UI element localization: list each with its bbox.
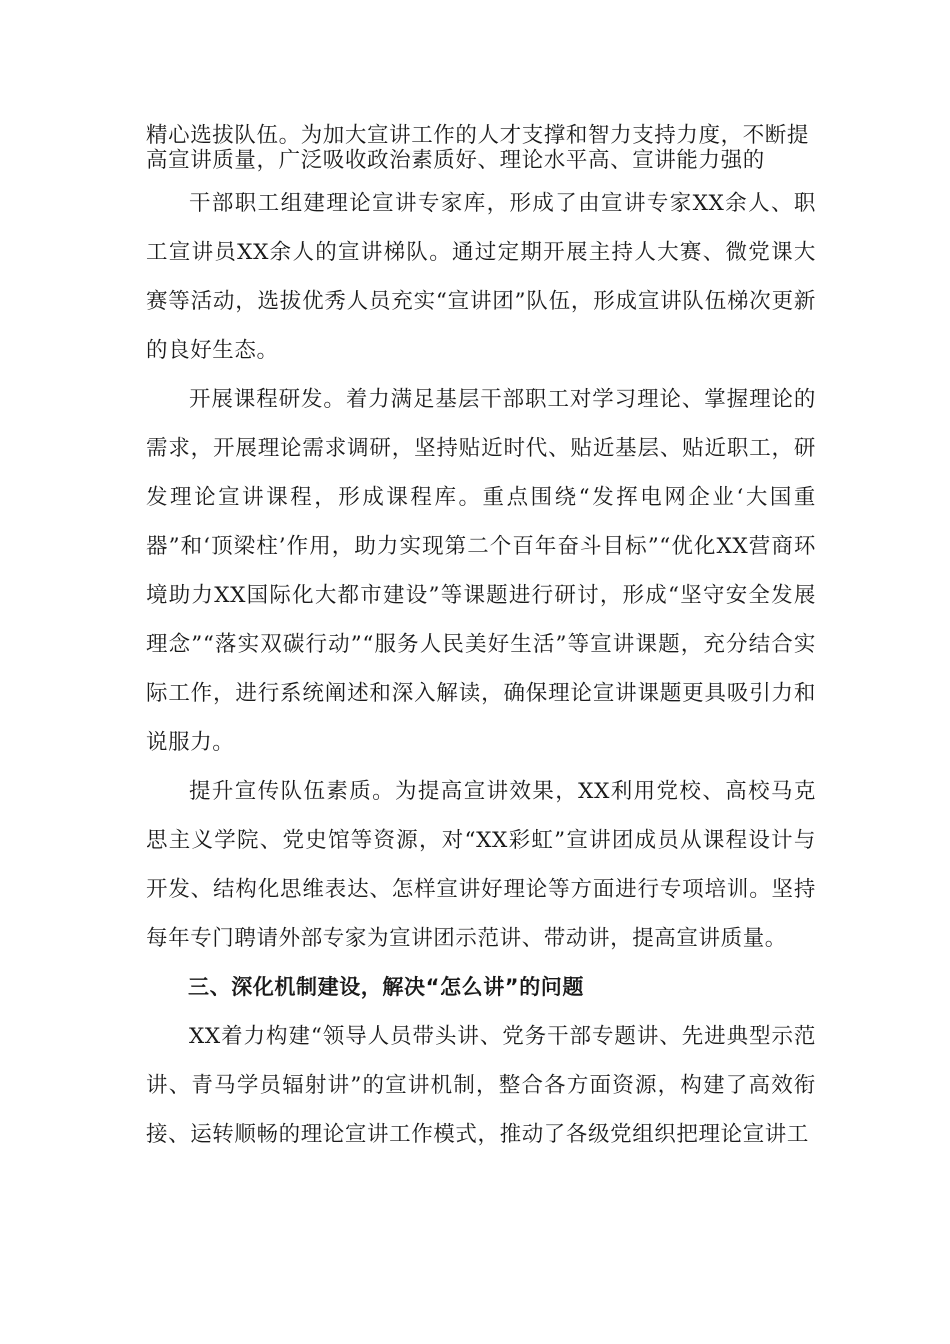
opening-lines: [146, 123, 816, 173]
section-heading-3: 三、深化机制建设，解决“怎么讲”的问题: [188, 975, 585, 999]
paragraph-course-development: 开展课程研发。着力满足基层干部职工对学习理论、掌握理论的需求，开展理论需求调研，坚持贴近时代、贴近基层、贴近职工，研发理论宣讲课程，形成课程库。重点围绕“发挥电网企业‘大国重器”和‘顶梁柱’作用，助力实现第二个百年奋斗目标”“优化XX营商环境助力XX国际化大都市建设”等课题进行研讨，形成“坚守安全发展理念”“落实双碳行动”“服务人民美好生活”等宣讲课题，充分结合实际工作，进行系统阐述和深入解读，确保理论宣讲课题更具吸引力和说服力。: [146, 387, 816, 755]
opening-line-1: 精心选拔队伍。为加大宣讲工作的人才支撑和智力支持力度，不断提: [146, 123, 810, 148]
opening-line-2: 高宣讲质量，广泛吸收政治素质好、理论水平高、宣讲能力强的: [146, 148, 765, 173]
paragraph-team-quality: 提升宣传队伍素质。为提高宣讲效果，XX利用党校、高校马克思主义学院、党史馆等资源，对“XX彩虹”宣讲团成员从课程设计与开发、结构化思维表达、怎样宣讲好理论等方面进行专项培训。坚持每年专门聘请外部专家为宣讲团示范讲、带动讲，提高宣讲质量。: [146, 779, 816, 951]
paragraph-expert-pool: 干部职工组建理论宣讲专家库，形成了由宣讲专家XX余人、职工宣讲员XX余人的宣讲梯队。通过定期开展主持人大赛、微党课大赛等活动，选拔优秀人员充实“宣讲团”队伍，形成宣讲队伍梯次更新的良好生态。: [146, 191, 816, 363]
paragraph-mechanism: XX着力构建“领导人员带头讲、党务干部专题讲、先进典型示范讲、青马学员辐射讲”的宣讲机制，整合各方面资源，构建了高效衔接、运转顺畅的理论宣讲工作模式，推动了各级党组织把理论宣讲工: [146, 1024, 816, 1147]
document-body: [146, 123, 816, 1159]
